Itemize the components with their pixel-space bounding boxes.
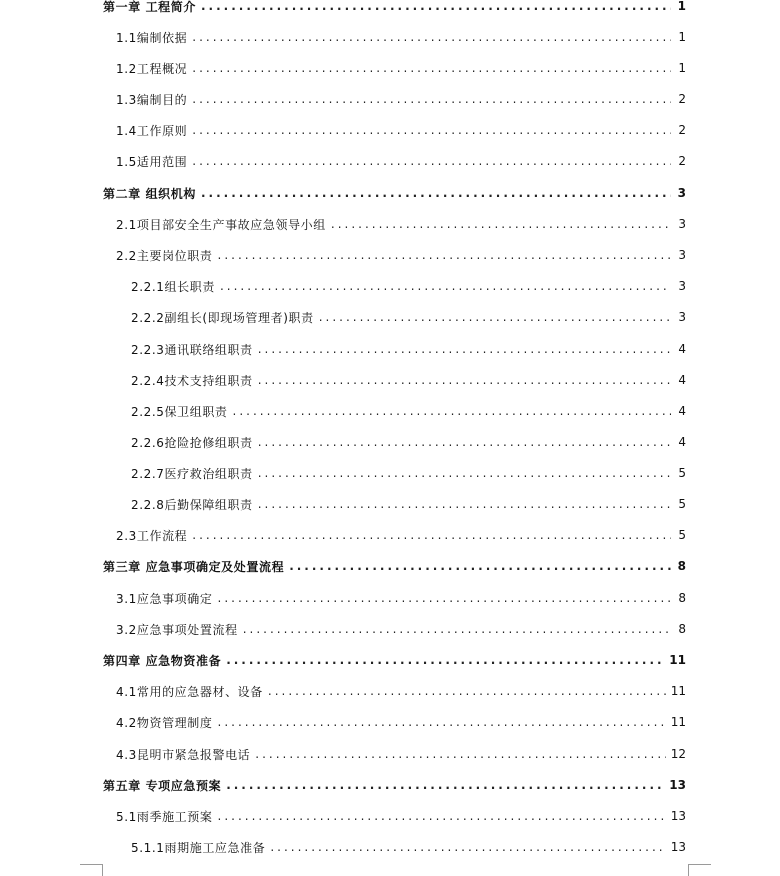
toc-entry-page: 1 <box>678 30 686 44</box>
toc-entry-page: 4 <box>678 404 686 418</box>
toc-entry-4-1[interactable] <box>116 681 686 701</box>
toc-entry-label: 1.5适用范围 <box>116 154 188 169</box>
toc-entry-page: 13 <box>669 778 686 792</box>
toc-entry-3-2[interactable] <box>116 619 686 639</box>
toc-entry-page: 8 <box>677 559 686 573</box>
toc-entry-chapter-2[interactable] <box>103 183 686 203</box>
toc-entry-label: 第四章 应急物资准备 <box>103 653 222 668</box>
toc-entry-4-3[interactable] <box>116 744 686 764</box>
toc-entry-page: 8 <box>678 622 686 636</box>
dot-leader <box>218 806 666 826</box>
toc-entry-label: 1.4工作原则 <box>116 123 188 138</box>
dot-leader <box>201 0 671 16</box>
toc-entry-page: 2 <box>678 123 686 137</box>
toc-entry-label: 5.1雨季施工预案 <box>116 809 213 824</box>
dot-leader <box>192 525 671 545</box>
toc-entry-label: 2.1项目部安全生产事故应急领导小组 <box>116 217 326 232</box>
toc-entry-chapter-4[interactable] <box>103 650 686 670</box>
dot-leader <box>331 214 671 234</box>
dot-leader <box>233 401 671 421</box>
toc-entry-label: 3.1应急事项确定 <box>116 591 213 606</box>
toc-entry-2-2-4[interactable] <box>131 370 686 390</box>
page-corner-mark-right <box>688 864 711 876</box>
toc-entry-page: 5 <box>678 497 686 511</box>
toc-entry-2-2-3[interactable] <box>131 339 686 359</box>
toc-entry-page: 2 <box>678 92 686 106</box>
toc-entry-label: 2.2.8后勤保障组职责 <box>131 497 253 512</box>
dot-leader <box>268 681 666 701</box>
dot-leader <box>192 89 671 109</box>
toc-entry-4-2[interactable] <box>116 712 686 732</box>
toc-entry-chapter-1[interactable] <box>103 0 686 16</box>
toc-entry-label: 2.2.4技术支持组职责 <box>131 373 253 388</box>
toc-entry-label: 1.2工程概况 <box>116 61 188 76</box>
dot-leader <box>218 588 672 608</box>
toc-entry-label: 2.2.6抢险抢修组职责 <box>131 435 253 450</box>
toc-entry-2-2-6[interactable] <box>131 432 686 452</box>
toc-entry-chapter-5[interactable] <box>103 775 686 795</box>
toc-entry-label: 4.1常用的应急器材、设备 <box>116 684 263 699</box>
toc-entry-label: 1.3编制目的 <box>116 92 188 107</box>
toc-entry-page: 4 <box>678 373 686 387</box>
toc-entry-1-2[interactable] <box>116 58 686 78</box>
toc-entry-page: 13 <box>670 840 686 854</box>
toc-entry-page: 5 <box>678 466 686 480</box>
toc-entry-2-2-8[interactable] <box>131 494 686 514</box>
toc-entry-page: 3 <box>678 217 686 231</box>
toc-entry-2-3[interactable] <box>116 525 686 545</box>
dot-leader <box>201 183 671 203</box>
toc-entry-label: 4.2物资管理制度 <box>116 715 213 730</box>
page-corner-mark-left <box>80 864 103 876</box>
toc-entry-2-2-2[interactable] <box>131 307 686 327</box>
toc-entry-label: 第五章 专项应急预案 <box>103 778 222 793</box>
toc-entry-page: 13 <box>670 809 686 823</box>
toc-entry-page: 11 <box>670 684 686 698</box>
toc-entry-page: 2 <box>678 154 686 168</box>
toc-entry-page: 1 <box>677 0 686 13</box>
toc-entry-page: 4 <box>678 435 686 449</box>
toc-entry-3-1[interactable] <box>116 588 686 608</box>
dot-leader <box>226 775 664 795</box>
toc-entry-2-2-7[interactable] <box>131 463 686 483</box>
dot-leader <box>258 463 671 483</box>
toc-entry-label: 2.2.2副组长(即现场管理者)职责 <box>131 310 314 325</box>
dot-leader <box>218 245 672 265</box>
dot-leader <box>218 712 666 732</box>
dot-leader <box>192 120 671 140</box>
toc-entry-2-2[interactable] <box>116 245 686 265</box>
dot-leader <box>258 432 671 452</box>
toc-entry-page: 3 <box>678 248 686 262</box>
toc-entry-1-1[interactable] <box>116 27 686 47</box>
toc-entry-page: 4 <box>678 342 686 356</box>
dot-leader <box>243 619 671 639</box>
dot-leader <box>270 837 665 857</box>
toc-entry-label: 2.2.3通讯联络组职责 <box>131 342 253 357</box>
toc-entry-page: 8 <box>678 591 686 605</box>
toc-entry-label: 5.1.1雨期施工应急准备 <box>131 840 266 855</box>
dot-leader <box>258 494 671 514</box>
toc-entry-label: 3.2应急事项处置流程 <box>116 622 238 637</box>
dot-leader <box>319 307 671 327</box>
toc-entry-5-1[interactable] <box>116 806 686 826</box>
toc-entry-label: 1.1编制依据 <box>116 30 188 45</box>
toc-entry-page: 11 <box>670 715 686 729</box>
toc-entry-page: 3 <box>678 279 686 293</box>
dot-leader <box>220 276 671 296</box>
dot-leader <box>258 339 671 359</box>
toc-entry-label: 4.3昆明市紧急报警电话 <box>116 747 251 762</box>
toc-entry-5-1-1[interactable] <box>131 837 686 857</box>
toc-entry-label: 2.2主要岗位职责 <box>116 248 213 263</box>
toc-entry-label: 第一章 工程简介 <box>103 0 196 14</box>
toc-entry-label: 2.2.7医疗救治组职责 <box>131 466 253 481</box>
dot-leader <box>258 370 671 390</box>
toc-entry-page: 3 <box>678 310 686 324</box>
dot-leader <box>192 151 671 171</box>
dot-leader <box>255 744 665 764</box>
toc-entry-1-4[interactable] <box>116 120 686 140</box>
dot-leader <box>192 27 671 47</box>
toc-entry-page: 12 <box>670 747 686 761</box>
toc-entry-1-5[interactable] <box>116 151 686 171</box>
toc-entry-2-1[interactable] <box>116 214 686 234</box>
toc-entry-label: 第二章 组织机构 <box>103 186 196 201</box>
dot-leader <box>192 58 671 78</box>
toc-entry-1-3[interactable] <box>116 89 686 109</box>
toc-entry-2-2-1[interactable] <box>131 276 686 296</box>
toc-entry-label: 第三章 应急事项确定及处置流程 <box>103 559 285 574</box>
toc-entry-2-2-5[interactable] <box>131 401 686 421</box>
dot-leader <box>289 556 671 576</box>
toc-entry-label: 2.2.5保卫组职责 <box>131 404 228 419</box>
toc-entry-page: 3 <box>677 186 686 200</box>
toc-entry-label: 2.3工作流程 <box>116 528 188 543</box>
toc-entry-page: 1 <box>678 61 686 75</box>
toc-entry-page: 11 <box>669 653 686 667</box>
dot-leader <box>226 650 664 670</box>
toc-entry-label: 2.2.1组长职责 <box>131 279 215 294</box>
toc-entry-page: 5 <box>678 528 686 542</box>
toc-entry-chapter-3[interactable] <box>103 556 686 576</box>
